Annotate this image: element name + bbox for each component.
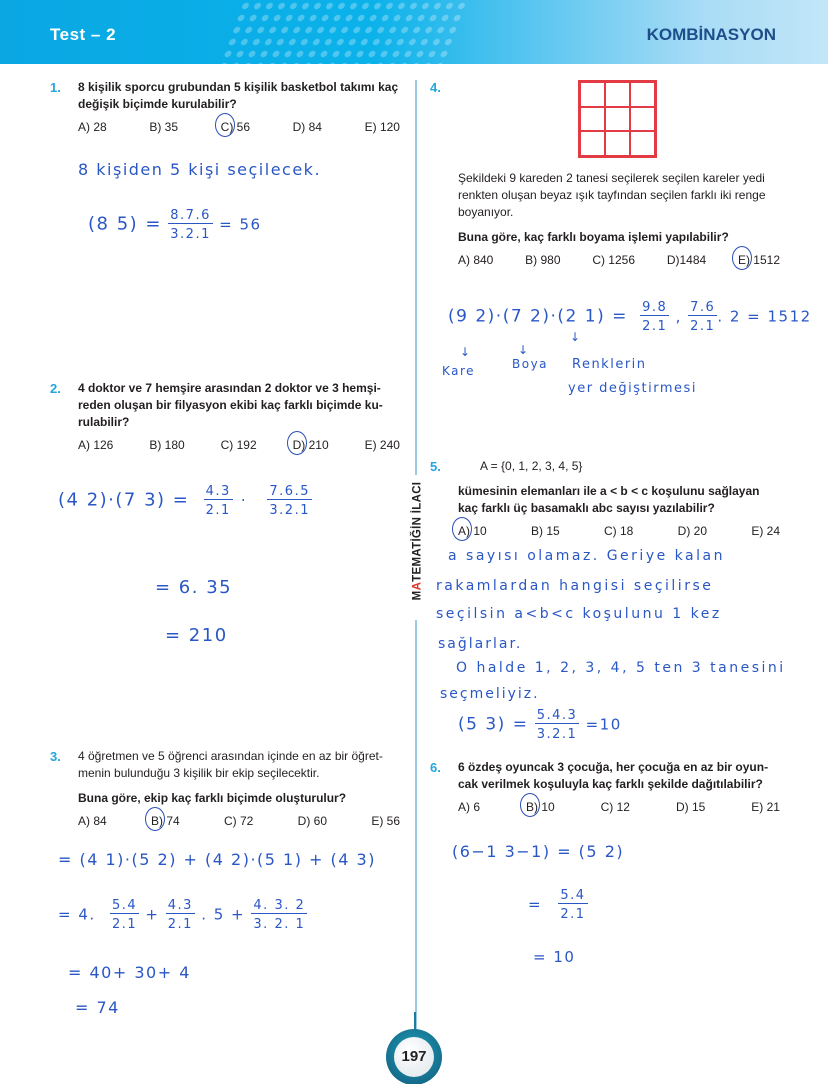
option-d[interactable]: D) 210 xyxy=(293,437,329,454)
option-a[interactable]: A) 28 xyxy=(78,120,107,134)
answer-circle-mark xyxy=(287,431,307,455)
question-prompt: Buna göre, ekip kaç farklı biçimde oluşturulur? xyxy=(78,791,347,805)
handwriting-q6-line1: (6−1 3−1) = (5 2) xyxy=(452,842,625,861)
handwriting-q5-line: seçilsin a<b<c koşulunu 1 kez xyxy=(436,606,722,622)
handwriting-q5-line: seçmeliyiz. xyxy=(440,686,540,702)
test-label: Test – 2 xyxy=(50,25,117,44)
page-number: 197 xyxy=(394,1037,434,1077)
answer-options xyxy=(78,813,400,830)
page-number-badge xyxy=(386,1029,442,1084)
option-c[interactable]: C) 56 xyxy=(221,119,250,136)
question-number: 3. xyxy=(50,749,61,764)
option-d[interactable]: D)1484 xyxy=(666,253,707,267)
option-e[interactable]: E) 24 xyxy=(751,524,780,538)
handwriting-q3-line2: = 4. $\frac{5.4}{2.1}$ + $\frac{4.3}{2.1}$ . 5 + $\frac{4. 3. 2}{3. 2. 1}$ xyxy=(58,898,306,932)
option-b[interactable]: B) 15 xyxy=(531,524,560,538)
option-b[interactable]: B) 180 xyxy=(149,438,185,452)
question-5 xyxy=(430,458,780,540)
set-definition: A = {0, 1, 2, 3, 4, 5} xyxy=(480,459,583,473)
option-d[interactable]: D) 15 xyxy=(675,800,706,814)
arrow-down-icon: ↓ xyxy=(460,345,472,359)
option-e[interactable]: E) 120 xyxy=(364,120,400,134)
question-text: 4 doktor ve 7 hemşire arasından 2 doktor ve 3 hemşi-reden oluşan bir filyasyon ekibi kaç farklı biçimde ku-rulabilir? xyxy=(78,381,383,429)
option-b[interactable]: B) 35 xyxy=(149,120,179,134)
option-e[interactable]: E) 240 xyxy=(364,438,400,452)
answer-options xyxy=(458,523,780,540)
question-2 xyxy=(50,380,400,454)
answer-options xyxy=(458,799,780,816)
nine-square-grid-figure xyxy=(578,80,657,158)
option-e[interactable]: E) 56 xyxy=(371,814,400,828)
topic-title: KOMBİNASYON xyxy=(646,25,776,44)
answer-options xyxy=(78,437,400,454)
question-number: 1. xyxy=(50,80,61,95)
handwriting-q1-line1: 8 kişiden 5 kişi seçilecek. xyxy=(78,160,322,179)
handwriting-q4-calc: (9 2)·(7 2)·(2 1) = $\frac{9.8}{2.1}$ , $\frac{7.6}{2.1}$ . 2 = 1512 xyxy=(448,300,812,334)
question-number: 6. xyxy=(430,760,441,775)
option-c[interactable]: C) 1256 xyxy=(592,253,636,267)
handwriting-q3-line4: = 74 xyxy=(75,998,120,1017)
handwriting-label-renklerin: Renklerin xyxy=(572,357,647,372)
option-b[interactable]: B) 10 xyxy=(526,799,555,816)
option-c[interactable]: C) 192 xyxy=(220,438,257,452)
handwriting-q2-step2: = 6. 35 xyxy=(155,577,233,598)
handwriting-q6-line2: = $\frac{5.4}{2.1}$ xyxy=(528,888,586,922)
option-d[interactable]: D) 84 xyxy=(292,120,322,134)
handwriting-q5-line: O halde 1, 2, 3, 4, 5 ten 3 tanesini xyxy=(456,660,786,676)
option-a[interactable]: A) 6 xyxy=(458,800,481,814)
question-text: Şekildeki 9 kareden 2 tanesi seçilerek seçilen kareler yedi renkten oluşan beyaz ışık tayfından seçilen farklı iki renge boyanıyor. xyxy=(458,171,766,219)
option-d[interactable]: D) 20 xyxy=(677,524,707,538)
handwriting-q3-line1: = (4 1)·(5 2) + (4 2)·(5 1) + (4 3) xyxy=(58,850,376,869)
answer-options xyxy=(458,252,780,269)
option-d[interactable]: D) 60 xyxy=(297,814,327,828)
answer-circle-mark xyxy=(452,517,472,541)
brand-vertical-logo: MATEMATİĞİN İLACI xyxy=(403,475,429,620)
answer-circle-mark xyxy=(145,807,165,831)
option-c[interactable]: C) 72 xyxy=(224,814,254,828)
handwriting-label-boya: Boya xyxy=(512,357,549,371)
option-b[interactable]: B) 980 xyxy=(525,253,561,267)
question-number: 2. xyxy=(50,381,61,396)
handwriting-q6-result: = 10 xyxy=(533,948,576,966)
question-text: 4 öğretmen ve 5 öğrenci arasından içinde en az bir öğret-menin bulunduğu 3 kişilik bir ekip seçilecektir. xyxy=(78,749,383,780)
question-4-body xyxy=(458,170,780,269)
handwriting-label-kare: Kare xyxy=(442,364,476,378)
option-a[interactable]: A) 84 xyxy=(78,814,107,828)
handwriting-q5-line: rakamlardan hangisi seçilirse xyxy=(436,578,714,594)
answer-circle-mark xyxy=(215,113,235,137)
option-e[interactable]: E) 1512 xyxy=(738,252,780,269)
option-a[interactable]: A) 10 xyxy=(458,523,487,540)
option-c[interactable]: C) 18 xyxy=(604,524,634,538)
handwriting-q5-calc: (5 3) = $\frac{5.4.3}{3.2.1}$ =10 xyxy=(458,708,622,742)
handwriting-q1-calc: (8 5) = $\frac{8.7.6}{3.2.1}$ = 56 xyxy=(88,208,262,242)
question-6 xyxy=(430,759,780,816)
option-e[interactable]: E) 21 xyxy=(751,800,780,814)
question-text: 6 özdeş oyuncak 3 çocuğa, her çocuğa en az bir oyun-cak verilmek koşuluyla kaç farklı şekilde dağıtılabilir? xyxy=(458,760,769,791)
arrow-down-icon: ↓ xyxy=(518,343,530,357)
question-text: 8 kişilik sporcu grubundan 5 kişilik basketbol takımı kaç değişik biçimde kurulabilir? xyxy=(78,80,399,111)
handwriting-label-yer-degistirmesi: yer değiştirmesi xyxy=(568,381,697,396)
option-a[interactable]: A) 840 xyxy=(458,253,494,267)
handwriting-q3-line3: = 40+ 30+ 4 xyxy=(68,963,191,982)
question-3 xyxy=(50,748,400,830)
question-number: 4. xyxy=(430,80,441,95)
handwriting-q2-step3: = 210 xyxy=(165,625,228,646)
question-prompt: Buna göre, kaç farklı boyama işlemi yapılabilir? xyxy=(458,230,729,244)
handwriting-q5-line: a sayısı olamaz. Geriye kalan xyxy=(448,548,725,564)
option-a[interactable]: A) 126 xyxy=(78,438,114,452)
answer-options xyxy=(78,119,400,136)
question-text: kümesinin elemanları ile a < b < c koşulunu sağlayan kaç farklı üç basamaklı abc sayısı yazılabilir? xyxy=(458,484,760,515)
handwriting-q2-calc: (4 2)·(7 3) = $\frac{4.3}{2.1}$ · $\frac{7.6.5}{3.2.1}$ xyxy=(58,484,310,518)
page-header xyxy=(0,0,828,64)
arrow-down-icon: ↓ xyxy=(570,330,582,344)
header-dot-pattern xyxy=(218,0,471,64)
question-1 xyxy=(50,79,400,136)
question-number: 5. xyxy=(430,459,441,474)
option-c[interactable]: C) 12 xyxy=(600,800,630,814)
page-number-connector xyxy=(414,1012,416,1030)
option-b[interactable]: B) 74 xyxy=(151,813,180,830)
handwriting-q5-line: sağlarlar. xyxy=(438,636,523,652)
answer-circle-mark xyxy=(732,246,752,270)
answer-circle-mark xyxy=(520,793,540,817)
